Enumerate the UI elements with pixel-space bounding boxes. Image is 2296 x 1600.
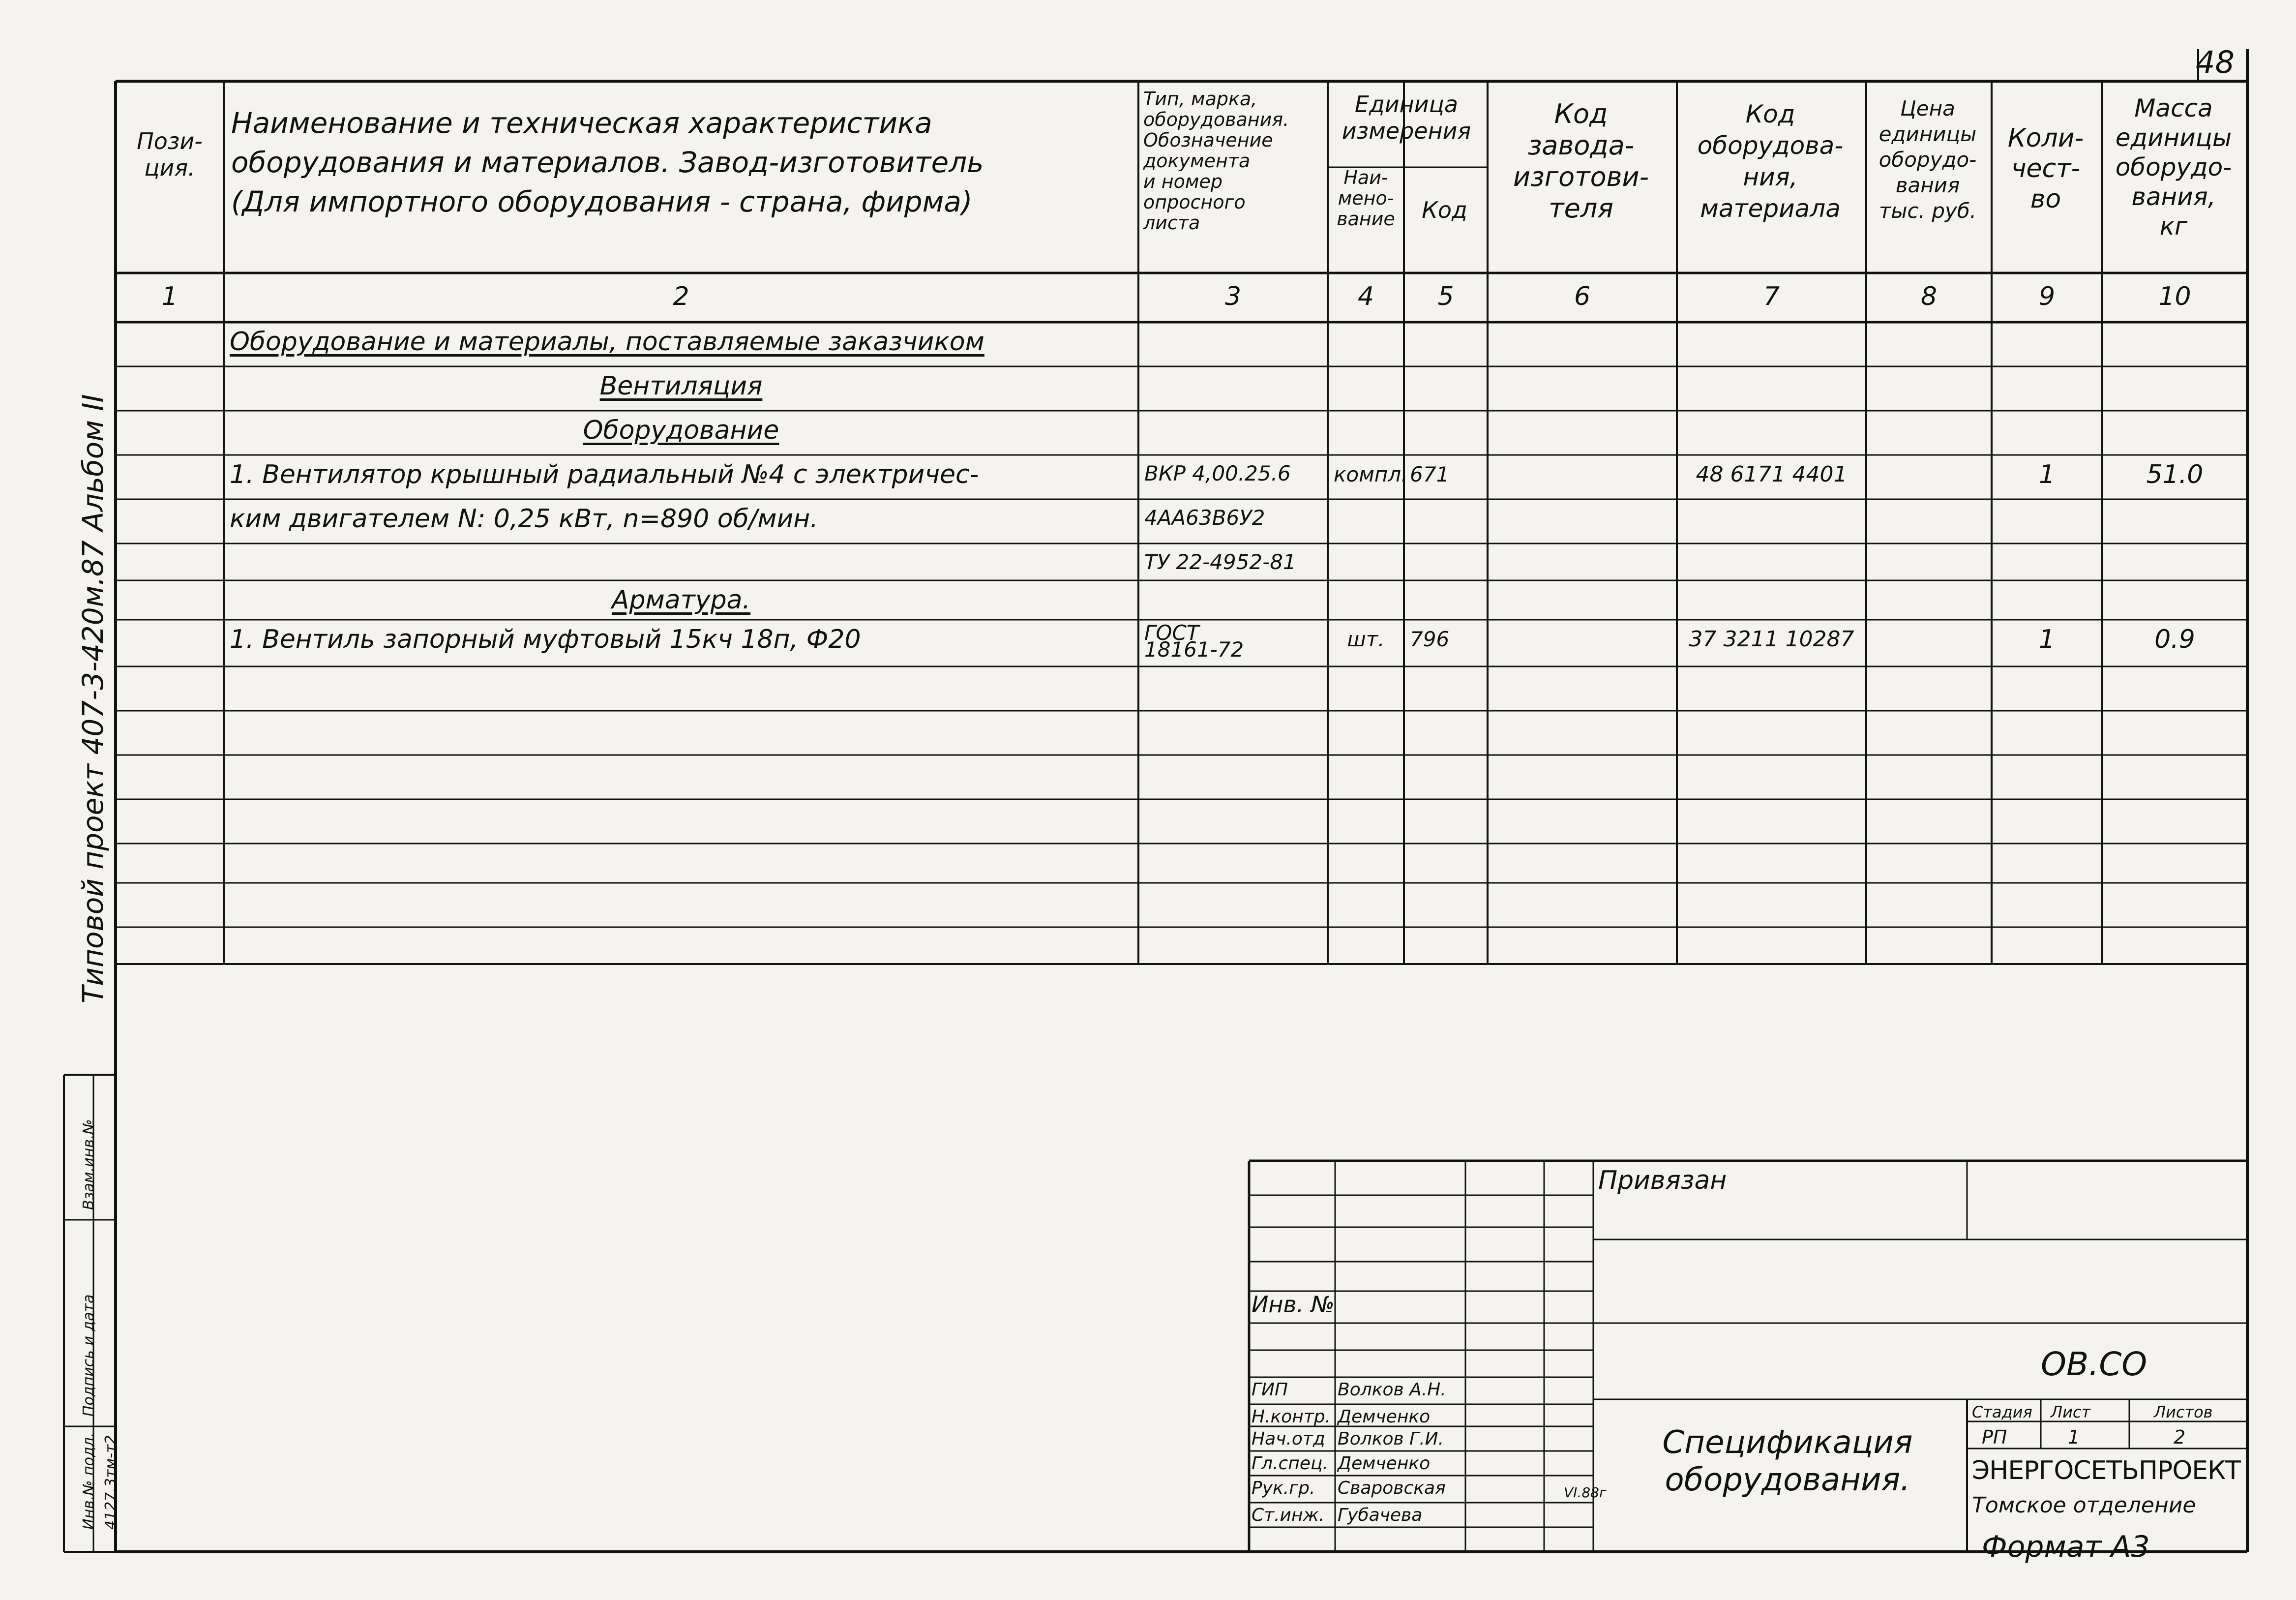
table-cell-unit: компл. — [1334, 462, 1408, 486]
organization-department: Томское отделение — [1972, 1493, 2196, 1518]
title-privyazan: Привязан — [1598, 1166, 1727, 1195]
document-code: ОВ.СО — [2041, 1345, 2147, 1383]
sheets-value: 2 — [2174, 1426, 2186, 1448]
table-cell-qty — [1998, 760, 2096, 797]
table-cell-qty — [1998, 416, 2096, 453]
table-cell-mass: 51.0 — [2146, 460, 2204, 489]
table-cell-price — [1872, 932, 1986, 962]
table-cell-pos — [121, 460, 218, 497]
table-cell-price — [1872, 625, 1986, 664]
project-title-vertical: Типовой проект 407-3-420м.87 Альбом II — [76, 394, 110, 1003]
table-cell-code — [1410, 548, 1482, 578]
table-cell-price — [1872, 460, 1986, 497]
header-position: Пози- ция. — [137, 128, 203, 181]
signer-role: Н.контр. — [1252, 1407, 1331, 1427]
table-cell-code: 796 — [1410, 627, 1450, 651]
table-cell-price — [1872, 888, 1986, 925]
table-cell-mass — [2108, 932, 2241, 962]
signer-name: Сваровская — [1338, 1478, 1446, 1498]
table-cell-mass — [2108, 848, 2241, 881]
table-cell-name: Арматура. — [611, 585, 751, 615]
table-cell-mass — [2108, 504, 2241, 542]
table-cell-equip — [1683, 932, 1860, 962]
header-mass: Масса единицы оборудо- вания, кг — [2115, 94, 2232, 241]
table-cell-mass — [2108, 548, 2241, 578]
table-cell-equip — [1683, 671, 1860, 709]
stamp-vzam-inv: Взам.инв.№ — [80, 1119, 97, 1210]
stage-label: Стадия — [1972, 1403, 2032, 1421]
header-unit-group: Единица измерения — [1342, 91, 1471, 144]
table-cell-type — [1144, 760, 1322, 797]
table-cell-type: ТУ 22-4952-81 — [1144, 550, 1296, 574]
table-cell-factory — [1493, 760, 1671, 797]
column-number: 3 — [1224, 282, 1242, 311]
table-cell-mass — [2108, 371, 2241, 409]
table-cell-type — [1144, 888, 1322, 925]
table-cell-pos — [121, 888, 218, 925]
table-cell-equip — [1683, 888, 1860, 925]
signer-role: Рук.гр. — [1252, 1478, 1315, 1498]
table-cell-code — [1410, 504, 1482, 542]
table-cell-type: ГОСТ 18161-72 — [1144, 621, 1244, 662]
table-cell-qty — [1998, 371, 2096, 409]
signer-role: Нач.отд — [1252, 1429, 1325, 1449]
table-cell-equip — [1683, 548, 1860, 578]
table-cell-unit — [1334, 327, 1398, 364]
signer-role: Ст.инж. — [1252, 1505, 1325, 1525]
table-cell-equip — [1683, 371, 1860, 409]
table-cell-name: Оборудование и материалы, поставляемые заказчиком — [230, 327, 984, 357]
column-number: 8 — [1920, 282, 1938, 311]
stage-value: РП — [1982, 1426, 2007, 1448]
table-cell-qty — [1998, 848, 2096, 881]
table-cell-mass — [2108, 888, 2241, 925]
table-cell-qty: 1 — [2038, 625, 2056, 654]
table-cell-mass — [2108, 671, 2241, 709]
table-cell-name: 1. Вентилятор крышный радиальный №4 с электричес- — [230, 460, 979, 489]
table-cell-pos — [121, 585, 218, 618]
table-cell-type: ВКР 4,00.25.6 — [1144, 461, 1291, 485]
table-cell-pos — [121, 760, 218, 797]
table-cell-code — [1410, 932, 1482, 962]
table-cell-pos — [121, 848, 218, 881]
header-factory-code: Код завода- изготови- теля — [1513, 98, 1649, 224]
table-cell-price — [1872, 804, 1986, 842]
table-cell-unit — [1334, 804, 1398, 842]
signer-name: Демченко — [1338, 1407, 1431, 1427]
table-cell-type — [1144, 671, 1322, 709]
table-cell-code — [1410, 716, 1482, 753]
table-cell-name: Вентиляция — [599, 371, 763, 401]
table-cell-factory — [1493, 888, 1671, 925]
table-cell-pos — [121, 416, 218, 453]
header-equip-code: Код оборудова- ния, материала — [1697, 100, 1844, 223]
table-cell-mass — [2108, 416, 2241, 453]
table-cell-factory — [1493, 716, 1671, 753]
table-cell-equip — [1683, 327, 1860, 364]
table-cell-code — [1410, 888, 1482, 925]
table-cell-factory — [1493, 625, 1671, 664]
table-cell-equip: 48 6171 4401 — [1696, 462, 1848, 487]
table-cell-code — [1410, 327, 1482, 364]
sheet-label: Лист — [2051, 1403, 2091, 1421]
table-cell-equip — [1683, 804, 1860, 842]
table-cell-factory — [1493, 504, 1671, 542]
document-title: Спецификация оборудования. — [1662, 1424, 1913, 1498]
table-cell-equip — [1683, 416, 1860, 453]
stamp-podpis-data: Подпись и дата — [80, 1294, 97, 1417]
format-label: Формат А3 — [1982, 1530, 2150, 1564]
table-cell-unit — [1334, 504, 1398, 542]
sheet-value: 1 — [2068, 1426, 2080, 1448]
table-cell-factory — [1493, 671, 1671, 709]
column-number: 6 — [1574, 282, 1591, 311]
table-cell-mass: 0.9 — [2154, 625, 2195, 654]
table-cell-name: 1. Вентиль запорный муфтовый 15кч 18п, Ф20 — [230, 625, 861, 654]
table-cell-pos — [121, 671, 218, 709]
table-cell-mass — [2108, 804, 2241, 842]
table-cell-type — [1144, 585, 1322, 618]
table-cell-qty — [1998, 804, 2096, 842]
table-cell-unit — [1334, 548, 1398, 578]
table-cell-factory — [1493, 327, 1671, 364]
table-cell-price — [1872, 671, 1986, 709]
table-cell-qty — [1998, 504, 2096, 542]
table-cell-pos — [121, 504, 218, 542]
column-number: 5 — [1437, 282, 1454, 311]
signer-role: Гл.спец. — [1252, 1453, 1328, 1474]
column-number: 2 — [673, 282, 689, 311]
column-number: 7 — [1763, 282, 1780, 311]
table-cell-name: ким двигателем N: 0,25 кВт, n=890 об/мин. — [230, 504, 818, 534]
table-cell-factory — [1493, 585, 1671, 618]
table-cell-equip: 37 3211 10287 — [1689, 627, 1854, 652]
table-cell-price — [1872, 548, 1986, 578]
table-cell-unit — [1334, 585, 1398, 618]
table-cell-qty — [1998, 716, 2096, 753]
header-price: Цена единицы оборудо- вания тыс. руб. — [1879, 96, 1977, 223]
table-cell-qty — [1998, 888, 2096, 925]
table-cell-unit — [1334, 932, 1398, 962]
table-cell-name — [230, 932, 1133, 962]
signature-date: VI.88г — [1564, 1484, 1607, 1501]
table-cell-mass — [2108, 327, 2241, 364]
table-cell-pos — [121, 548, 218, 578]
table-cell-price — [1872, 760, 1986, 797]
table-cell-equip — [1683, 504, 1860, 542]
table-cell-unit — [1334, 848, 1398, 881]
table-cell-pos — [121, 327, 218, 364]
table-cell-qty — [1998, 327, 2096, 364]
table-cell-code — [1410, 804, 1482, 842]
signer-role: ГИП — [1252, 1380, 1288, 1400]
table-cell-qty — [1998, 548, 2096, 578]
signer-name: Волков А.Н. — [1338, 1380, 1446, 1400]
signer-name: Губачева — [1338, 1505, 1423, 1525]
column-number: 9 — [2038, 282, 2056, 311]
table-cell-type — [1144, 716, 1322, 753]
table-cell-price — [1872, 716, 1986, 753]
table-cell-pos — [121, 625, 218, 664]
organization-name: ЭНЕРГОСЕТЬПРОЕКТ — [1972, 1456, 2240, 1485]
column-number: 1 — [161, 282, 178, 311]
table-cell-mass — [2108, 585, 2241, 618]
table-cell-price — [1872, 848, 1986, 881]
table-cell-name — [230, 804, 1133, 842]
table-cell-pos — [121, 804, 218, 842]
table-cell-price — [1872, 416, 1986, 453]
table-cell-pos — [121, 716, 218, 753]
table-cell-type — [1144, 932, 1322, 962]
title-inv-no: Инв. № — [1252, 1291, 1335, 1318]
table-cell-unit — [1334, 416, 1398, 453]
table-cell-name — [230, 848, 1133, 881]
table-cell-price — [1872, 327, 1986, 364]
sheets-label: Листов — [2154, 1403, 2213, 1421]
table-cell-unit — [1334, 760, 1398, 797]
header-unit-code: Код — [1422, 197, 1467, 223]
table-cell-type — [1144, 848, 1322, 881]
table-cell-name — [230, 548, 1133, 578]
table-cell-factory — [1493, 848, 1671, 881]
table-cell-unit — [1334, 671, 1398, 709]
table-cell-name: Оборудование — [583, 416, 779, 445]
table-cell-unit — [1334, 888, 1398, 925]
table-cell-price — [1872, 504, 1986, 542]
table-cell-factory — [1493, 460, 1671, 497]
table-cell-qty — [1998, 932, 2096, 962]
table-cell-code — [1410, 416, 1482, 453]
stamp-value: 4127.3тм-т2 — [102, 1435, 119, 1530]
header-unit-name: Наи- мено- вание — [1337, 167, 1395, 230]
column-number: 10 — [2158, 282, 2191, 311]
signer-name: Демченко — [1338, 1453, 1431, 1474]
table-cell-equip — [1683, 585, 1860, 618]
table-cell-code: 671 — [1410, 462, 1450, 486]
column-number: 4 — [1357, 282, 1374, 311]
table-cell-type — [1144, 327, 1322, 364]
header-qty: Коли- чест- во — [2007, 123, 2084, 214]
table-cell-factory — [1493, 548, 1671, 578]
table-cell-mass — [2108, 760, 2241, 797]
table-cell-unit: шт. — [1347, 627, 1385, 651]
table-cell-name — [230, 888, 1133, 925]
table-cell-type — [1144, 804, 1322, 842]
table-cell-equip — [1683, 716, 1860, 753]
header-type: Тип, марка, оборудования. Обозначение документа и номер опросного листа — [1143, 88, 1289, 234]
signer-name: Волков Г.И. — [1338, 1429, 1444, 1449]
table-cell-pos — [121, 932, 218, 962]
table-cell-qty — [1998, 585, 2096, 618]
table-cell-type — [1144, 371, 1322, 409]
table-cell-name — [230, 760, 1133, 797]
table-cell-name — [230, 671, 1133, 709]
table-cell-name — [230, 716, 1133, 753]
table-cell-factory — [1493, 371, 1671, 409]
table-cell-code — [1410, 585, 1482, 618]
table-cell-equip — [1683, 760, 1860, 797]
table-cell-qty: 1 — [2038, 460, 2056, 489]
table-cell-factory — [1493, 804, 1671, 842]
stamp-inv-podl: Инв.№ подл. — [80, 1432, 97, 1530]
table-cell-unit — [1334, 371, 1398, 409]
table-cell-price — [1872, 585, 1986, 618]
table-cell-qty — [1998, 671, 2096, 709]
table-cell-unit — [1334, 716, 1398, 753]
table-cell-factory — [1493, 416, 1671, 453]
table-cell-mass — [2108, 716, 2241, 753]
table-cell-price — [1872, 371, 1986, 409]
table-cell-code — [1410, 848, 1482, 881]
table-cell-code — [1410, 760, 1482, 797]
table-cell-code — [1410, 371, 1482, 409]
table-cell-code — [1410, 671, 1482, 709]
sheet-number: 48 — [2196, 44, 2235, 80]
table-cell-type: 4АА63В6У2 — [1144, 506, 1265, 530]
table-cell-factory — [1493, 932, 1671, 962]
table-cell-type — [1144, 416, 1322, 453]
header-name: Наименование и техническая характеристика оборудования и материалов. Завод-изготовитель (Для импортного оборудования - страна, фирма) — [231, 106, 984, 218]
table-cell-pos — [121, 371, 218, 409]
table-cell-equip — [1683, 848, 1860, 881]
